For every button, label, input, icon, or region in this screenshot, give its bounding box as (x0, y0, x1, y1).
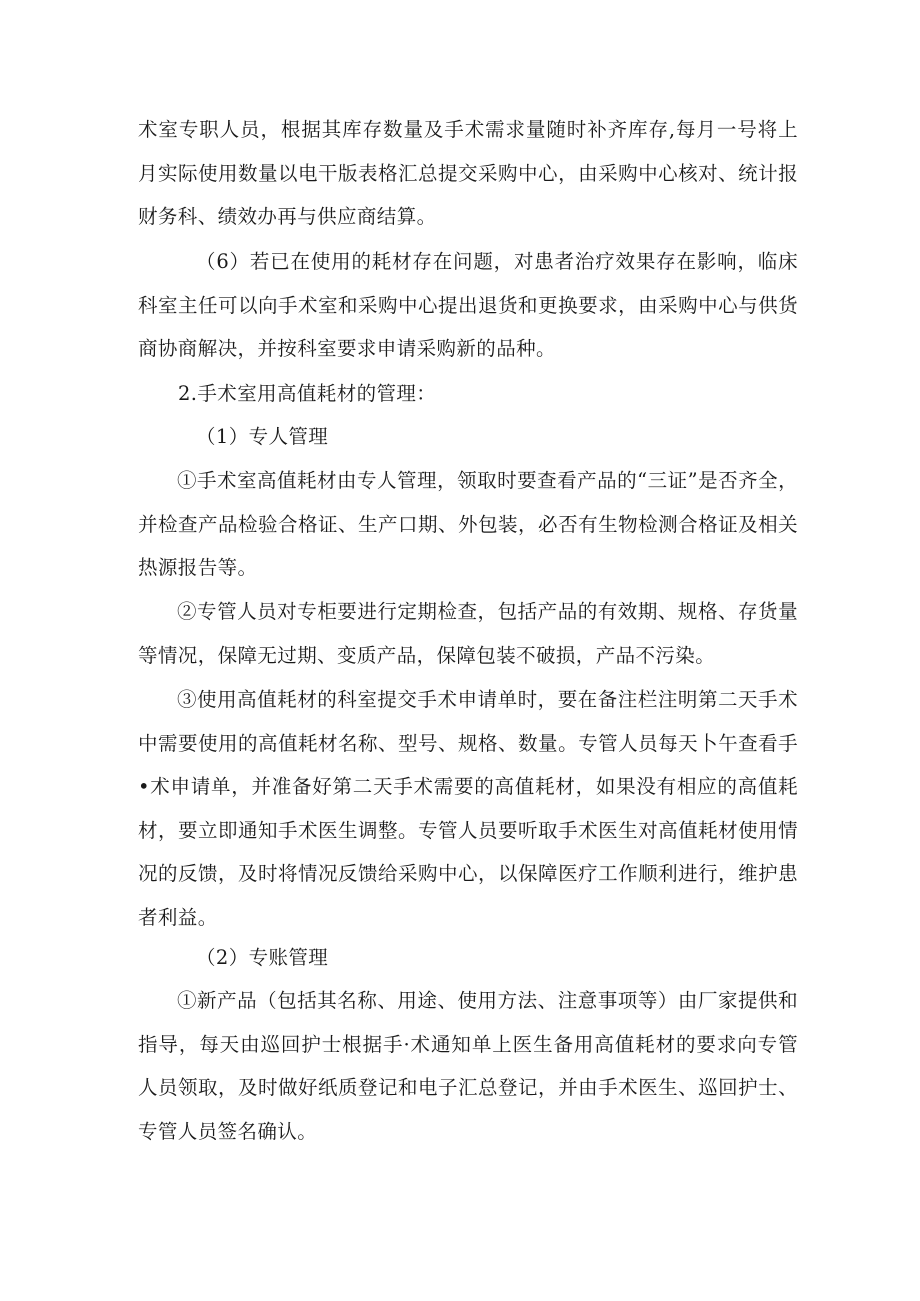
paragraph-item-1-three-certificates: ①手术室高值耗材由专人管理，领取时要查看产品的“三证”是否齐全，并检查产品检验合格证、生产口期、外包装，必否有生物检测合格证及相关热源报告等。 (138, 469, 798, 579)
paragraph-item-6-returns: （6）若已在使用的耗材存在问题，对患者治疗效果存在影响，临床科室主任可以向手术室和采购中心提出退货和更换要求，由采购中心与供货商协商解决，并按科室要求申请采购新的品种。 (138, 250, 798, 360)
paragraph-item-1-new-products: ①新产品（包括其名称、用途、使用方法、注意事项等）由厂家提供和指导，每天由巡回护士根据手·术通知单上医生备用高值耗材的要求向专管人员领取，及时做好纸质登记和电子汇总登记，并由手术医生、巡回护士、专管人员签名确认。 (138, 989, 798, 1143)
subheading-dedicated-accounts: （2）专账管理 (196, 946, 329, 969)
subheading-dedicated-personnel: （1）专人管理 (196, 425, 329, 448)
paragraph-inventory-settlement: 术室专职人员，根据其库存数量及手术需求量随时补齐库存,每月一号将上月实际使用数量以电干版表格汇总提交采购中心，由采购中心核对、统计报财务科、绩效办再与供应商结算。 (138, 118, 798, 228)
section-heading-high-value-consumables: 2.手术室用高值耗材的管理： (178, 382, 437, 405)
paragraph-item-2-periodic-check: ②专管人员对专柜要进行定期检查，包括产品的有效期、规格、存货量等情况，保障无过期、变质产品，保障包装不破损，产品不污染。 (138, 600, 798, 667)
paragraph-item-3-surgery-application: ③使用高值耗材的科室提交手术申请单时，要在备注栏注明第二天手术中需要使用的高值耗材名称、型号、规格、数量。专管人员每天卜午查看手•术申请单，并准备好第二天手术需要的高值耗材，如果没有相应的高值耗材，要立即通知手术医生调整。专管人员要听取手术医生对高值耗材使用情况的反馈，及时将情况反馈给采购中心，以保障医疗工作顺利进行，维护患者利益。 (138, 688, 798, 929)
